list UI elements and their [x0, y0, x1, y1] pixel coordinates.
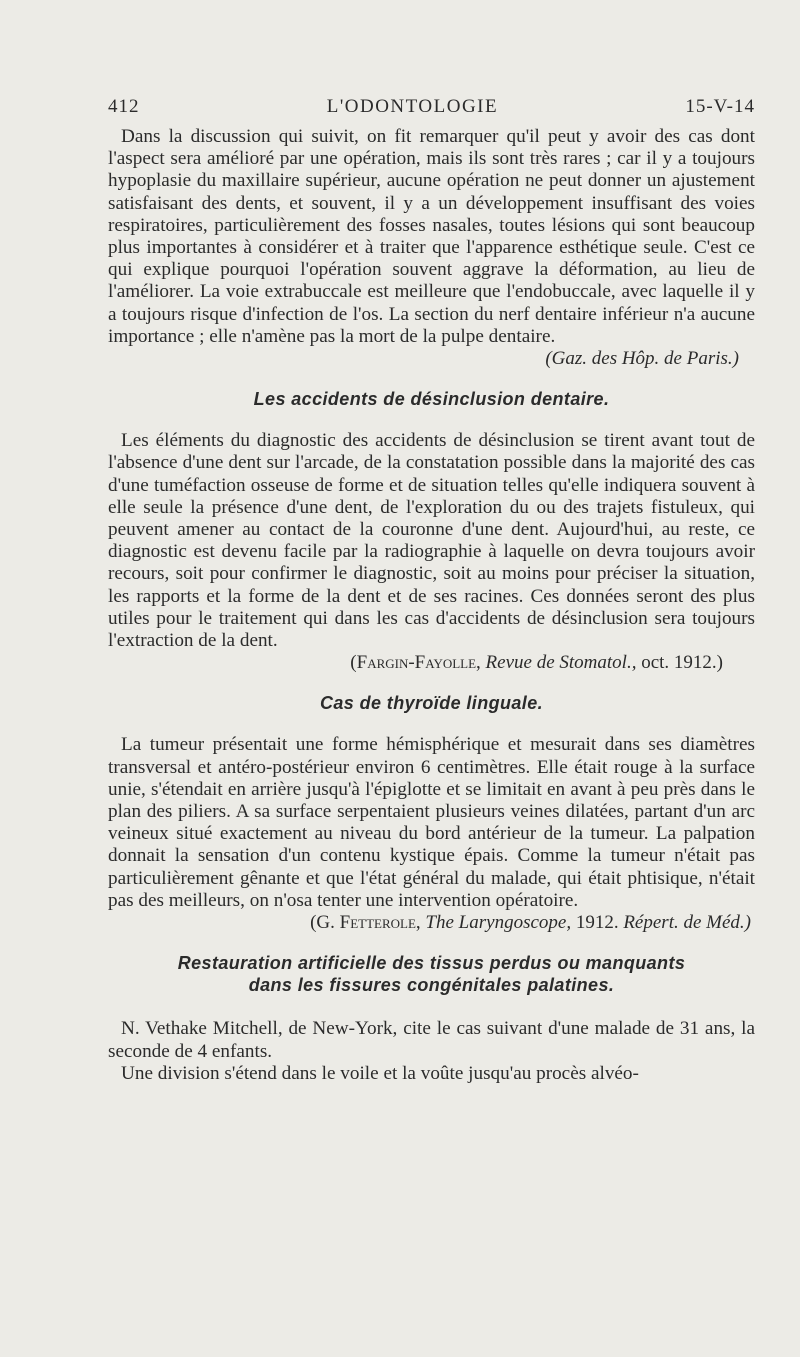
citation-reference: Répert. de Méd.)	[623, 912, 751, 934]
page-header	[108, 96, 755, 118]
thyroide-paragraph: La tumeur présentait une forme hémisphérique et mesurait dans ses diamètres transversal et antéro-postérieur environ 6 centimètres. Elle était rouge à la surface unie, s'étendait en arrière jusqu'à l'épiglotte et se limitait en avant à peu près dans le plan des piliers. A sa surface serpentaient plusieurs veines dilatées, partant d'un arc veineux situé exactement au niveau du bord antérieur de la tumeur. La palpation donnait la sensation d'un contenu kystique épais. Comme la tumeur n'était pas particulièrement gênante et que l'état général du malade, qui était phtisique, n'était pas des meilleurs, on n'osa tenter une intervention opératoire.	[108, 734, 755, 911]
citation-source: Revue de Stomatol.,	[485, 652, 637, 674]
intro-paragraph: Dans la discussion qui suivit, on fit remarquer qu'il peut y avoir des cas dont l'aspect sera amélioré par une opération, mais ils sont très rares ; car il y a toujours hypoplasie du maxillaire supérieur, aucune opération ne peut donner un ajustement satisfaisant des dents, et souvent, il y a un développement insuffisant des voies respiratoires, particulièrement des fosses nasales, toutes lésions qui sont beaucoup plus importantes à considérer et à traiter que l'apparence esthétique seule. C'est ce qui explique pourquoi l'opération souvent aggrave la déformation, au lieu de l'améliorer. La voie extrabuccale est meilleure que l'endobuccale, avec laquelle il y a toujours risque d'infection de l'os. La section du nerf dentaire inférieur n'a aucune importance ; elle n'amène pas la mort de la pulpe dentaire.	[108, 126, 755, 347]
thyroide-citation	[108, 912, 751, 934]
section-title-restauration-1: Restauration artificielle des tissus perdus ou manquants	[177, 953, 686, 974]
intro-citation	[108, 348, 739, 370]
intro-citation-text: (Gaz. des Hôp. de Paris.)	[545, 348, 739, 370]
citation-author: (Fargin-Fayolle,	[350, 652, 481, 674]
citation-source: The Laryngoscope,	[425, 912, 572, 934]
issue-date: 15-V-14	[685, 96, 755, 117]
restauration-paragraph-2: Une division s'étend dans le voile et la voûte jusqu'au procès alvéo-	[121, 1062, 639, 1084]
desinclusion-paragraph: Les éléments du diagnostic des accidents de désinclusion se tirent avant tout de l'absence d'une dent sur l'arcade, de la constatation possible dans la majorité des cas d'une tuméfaction osseuse de forme et de situation telles qu'elle indiquera souvent à elle seule la présence d'une dent, de l'exploration du ou des trajets fistuleux, qui peuvent amener au contact de la couronne d'une dent. Aujourd'hui, au reste, ce diagnostic est devenu facile par la radiographie à laquelle on devra toujours avoir recours, soit pour confirmer le diagnostic, soit au moins pour préciser la situation, les rapports et la forme de la dent et de ses racines. Ces données seront des plus utiles pour le traitement qui dans les cas d'accidents de désinclusion sera toujours l'extraction de la dent.	[108, 430, 755, 652]
restauration-paragraph-1: N. Vethake Mitchell, de New-York, cite le cas suivant d'une malade de 31 ans, la seconde de 4 enfants.	[108, 1018, 755, 1062]
journal-title: L'ODONTOLOGIE	[326, 96, 499, 117]
section-title-desinclusion: Les accidents de désinclusion dentaire.	[253, 389, 610, 410]
page-number: 412	[108, 96, 140, 117]
section-title-restauration-2: dans les fissures congénitales palatines.	[248, 975, 615, 996]
citation-date: oct. 1912.)	[641, 652, 723, 674]
citation-author: (G. Fetterole,	[310, 912, 421, 934]
desinclusion-citation	[108, 652, 723, 674]
citation-year: 1912.	[575, 912, 619, 934]
section-title-thyroide: Cas de thyroïde linguale.	[319, 693, 544, 714]
